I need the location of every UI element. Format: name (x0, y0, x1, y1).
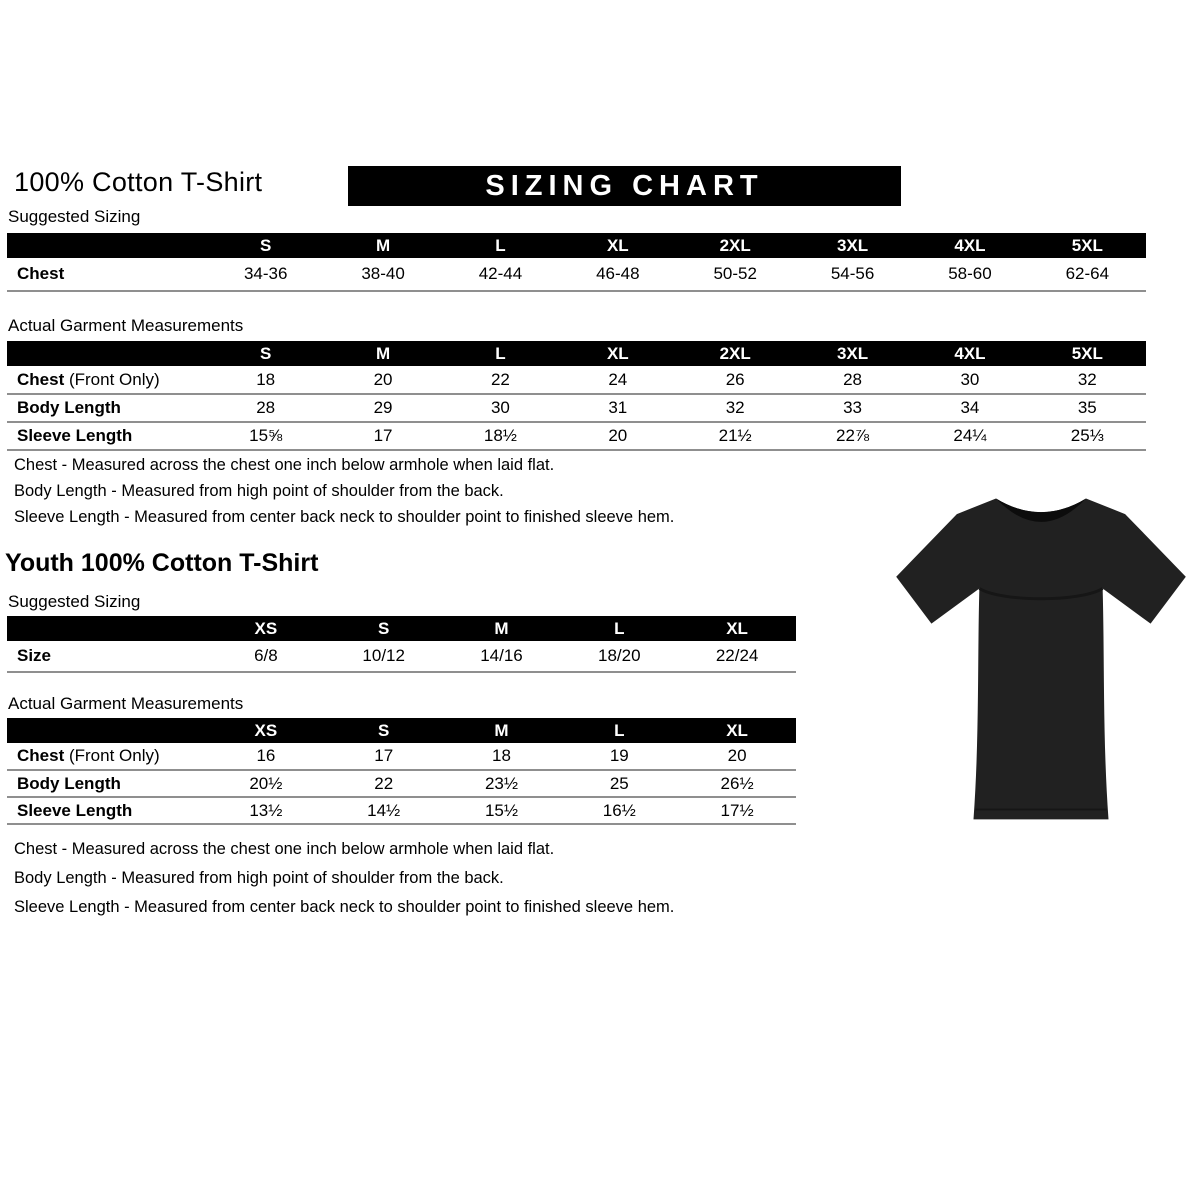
measurement-value-cell: 38-40 (361, 264, 405, 283)
measurement-value-cell: 10/12 (362, 646, 405, 665)
measurement-value-cell: 20 (373, 369, 393, 389)
youth-section-heading: Youth 100% Cotton T-Shirt (5, 549, 319, 577)
measurement-value-cell: 21½ (718, 426, 752, 445)
measurement-value-cell: 28 (256, 398, 276, 417)
measurement-value-cell: 31 (608, 398, 628, 417)
measurement-value-cell: 54-56 (830, 264, 875, 283)
youth-measurement-notes (14, 840, 674, 927)
measurement-value-cell: 13½ (249, 800, 283, 820)
measurement-value-cell: 35 (1077, 398, 1097, 417)
measurement-value-cell: 17½ (720, 800, 754, 820)
measurement-row (7, 770, 796, 797)
size-column-header: 5XL (1029, 341, 1146, 366)
measurement-value-cell: 32 (1077, 369, 1097, 389)
size-column-header: 5XL (1029, 233, 1146, 258)
measurement-value-cell: 32 (725, 398, 745, 417)
measurement-value-cell: 6/8 (254, 646, 278, 665)
size-column-header: XS (207, 718, 325, 743)
size-column-header: M (443, 718, 561, 743)
size-column-header: S (325, 718, 443, 743)
measurement-note: Body Length - Measured from high point of shoulder from the back. (14, 482, 504, 500)
measurement-value-cell: 18 (256, 369, 276, 389)
size-column-header: 4XL (911, 341, 1028, 366)
measurement-value-cell: 33 (843, 398, 863, 417)
adult-section-heading: 100% Cotton T-Shirt (14, 167, 263, 197)
size-column-header: M (324, 233, 441, 258)
size-column-header: S (207, 233, 324, 258)
size-column-header: M (324, 341, 441, 366)
measurement-value-cell: 18½ (483, 426, 517, 445)
measurement-value-cell: 26½ (720, 773, 754, 793)
measurement-note: Chest - Measured across the chest one inch below armhole when laid flat. (14, 840, 555, 858)
size-column-header: XL (559, 233, 676, 258)
youth-actual-measurements-label: Actual Garment Measurements (8, 694, 244, 713)
youth-actual-measurements-table (7, 718, 796, 825)
measurement-row (7, 366, 1146, 394)
size-column-header: 2XL (677, 341, 794, 366)
black-tshirt-image (893, 473, 1189, 835)
measurement-value-cell: 16 (256, 746, 276, 765)
size-column-header: 3XL (794, 341, 911, 366)
row-label: Chest (17, 264, 65, 283)
measurement-value-cell: 22 (374, 773, 394, 793)
adult-actual-measurements-table (7, 341, 1146, 451)
row-label: Body Length (17, 398, 121, 417)
adult-suggested-sizing-label: Suggested Sizing (8, 207, 141, 226)
measurement-value-cell: 34-36 (243, 264, 288, 283)
row-label: Chest (Front Only) (17, 369, 160, 389)
measurement-row (7, 422, 1146, 450)
measurement-value-cell: 18/20 (598, 646, 641, 665)
measurement-value-cell: 34 (960, 398, 980, 417)
measurement-value-cell: 16½ (602, 800, 636, 820)
adult-measurement-notes (14, 456, 674, 534)
size-column-header: XL (678, 718, 796, 743)
size-column-header: 2XL (677, 233, 794, 258)
size-header-row (7, 341, 1146, 366)
size-column-header: 4XL (911, 233, 1028, 258)
measurement-value-cell: 22 (490, 369, 510, 389)
measurement-value-cell: 29 (373, 398, 393, 417)
measurement-value-cell: 14½ (367, 800, 401, 820)
measurement-value-cell: 17 (374, 746, 394, 765)
measurement-value-cell: 20 (727, 746, 747, 765)
measurement-value-cell: 20 (608, 426, 628, 445)
row-label: Sleeve Length (17, 426, 133, 445)
measurement-note: Body Length - Measured from high point of shoulder from the back. (14, 869, 504, 887)
header-corner-cell (7, 341, 207, 366)
size-column-header: L (442, 341, 559, 366)
measurement-note: Sleeve Length - Measured from center back neck to shoulder point to finished sleeve hem. (14, 898, 675, 916)
size-column-header: XL (559, 341, 676, 366)
measurement-row (7, 641, 796, 672)
size-header-row (7, 616, 796, 641)
row-label: Chest (Front Only) (17, 746, 160, 765)
measurement-value-cell: 14/16 (480, 646, 523, 665)
measurement-row (7, 743, 796, 770)
measurement-value-cell: 23½ (484, 773, 519, 793)
size-column-header: L (560, 718, 678, 743)
youth-suggested-sizing-label: Suggested Sizing (8, 592, 141, 611)
measurement-value-cell: 30 (490, 398, 510, 417)
row-label: Sleeve Length (17, 800, 133, 820)
measurement-row (7, 394, 1146, 422)
size-column-header: L (560, 616, 678, 641)
row-label: Size (17, 646, 52, 665)
measurement-value-cell: 58-60 (948, 264, 992, 283)
header-corner-cell (7, 233, 207, 258)
measurement-value-cell: 15½ (484, 800, 519, 820)
measurement-value-cell: 28 (843, 369, 863, 389)
size-column-header: S (207, 341, 324, 366)
measurement-value-cell: 20½ (249, 773, 283, 793)
measurement-value-cell: 42-44 (478, 264, 523, 283)
measurement-value-cell: 22/24 (715, 646, 759, 665)
measurement-value-cell: 17 (373, 426, 393, 445)
measurement-value-cell: 22⅞ (836, 426, 870, 445)
measurement-value-cell: 15⅝ (249, 426, 283, 445)
measurement-value-cell: 62-64 (1065, 264, 1110, 283)
size-header-row (7, 233, 1146, 258)
header-corner-cell (7, 718, 207, 743)
row-label: Body Length (17, 773, 121, 793)
tshirt-graphic (893, 473, 1189, 835)
measurement-value-cell: 30 (960, 369, 980, 389)
measurement-value-cell: 25⅓ (1070, 426, 1104, 445)
adult-actual-measurements-label: Actual Garment Measurements (8, 316, 244, 335)
measurement-value-cell: 26 (725, 369, 745, 389)
size-column-header: 3XL (794, 233, 911, 258)
size-header-row (7, 718, 796, 743)
measurement-value-cell: 24 (608, 369, 628, 389)
size-column-header: S (325, 616, 443, 641)
measurement-row (7, 797, 796, 824)
size-column-header: M (443, 616, 561, 641)
header-corner-cell (7, 616, 207, 641)
adult-suggested-sizing-table (7, 233, 1146, 292)
size-column-header: XL (678, 616, 796, 641)
size-column-header: XS (207, 616, 325, 641)
youth-suggested-sizing-table (7, 616, 796, 673)
measurement-value-cell: 50-52 (713, 264, 757, 283)
measurement-note: Sleeve Length - Measured from center back neck to shoulder point to finished sleeve hem. (14, 508, 675, 526)
measurement-value-cell: 25 (609, 773, 629, 793)
measurement-value-cell: 46-48 (596, 264, 640, 283)
measurement-note: Chest - Measured across the chest one inch below armhole when laid flat. (14, 456, 555, 474)
measurement-value-cell: 24¼ (953, 426, 987, 445)
size-column-header: L (442, 233, 559, 258)
sizing-chart-banner-label: SIZING CHART (485, 169, 764, 202)
measurement-row (7, 258, 1146, 291)
sizing-chart-banner (348, 166, 901, 206)
measurement-value-cell: 18 (492, 746, 511, 765)
measurement-value-cell: 19 (609, 746, 629, 765)
